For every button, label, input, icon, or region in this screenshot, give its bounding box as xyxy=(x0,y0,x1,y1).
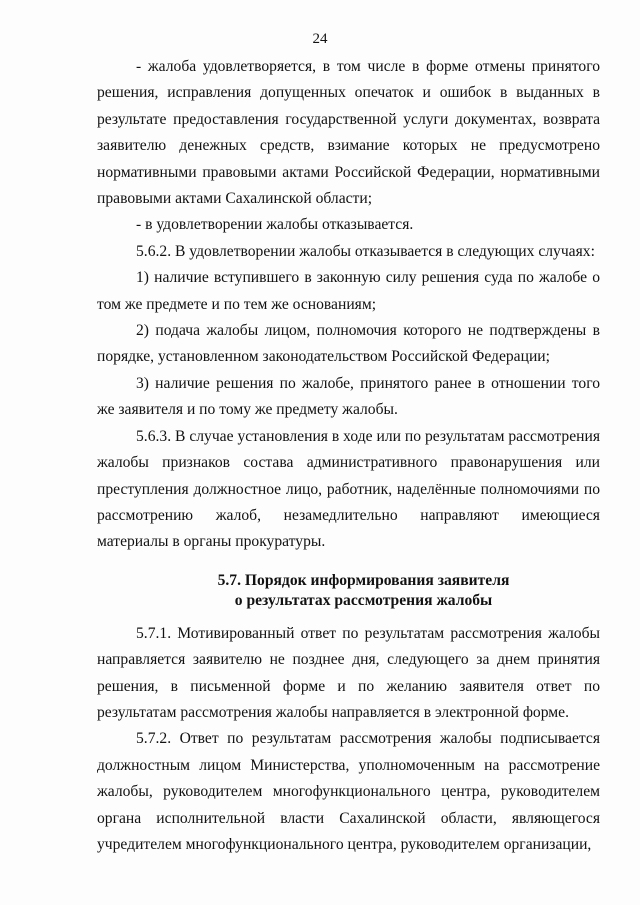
paragraph-5-6-2-item-2: 2) подача жалобы лицом, полномочия которого не подтверждены в порядке, установленном законодательством Российской Федерации; xyxy=(97,322,600,366)
page-number: 24 xyxy=(312,31,328,47)
section-heading-line-2: о результатах рассмотрения жалобы xyxy=(234,591,493,609)
paragraph-5-7-2: 5.7.2. Ответ по результатам рассмотрения жалобы подписывается должностным лицом Министерства, уполномоченным на рассмотрение жалобы, руководителем многофункционального центра, руководителем органа исполнительной власти Сахалинской области, являющегося учредителем многофункционального центра, руководителем организации, xyxy=(97,730,600,853)
document-body xyxy=(97,54,600,858)
paragraph-5-7-1: 5.7.1. Мотивированный ответ по результатам рассмотрения жалобы направляется заявителю не позднее дня, следующего за днем принятия решения, в письменной форме и по желанию заявителя ответ по результатам рассмотрения жалобы направляется в электронной форме. xyxy=(97,624,600,721)
section-heading-5-7 xyxy=(97,571,600,611)
paragraph-complaint-refused: - в удовлетворении жалобы отказывается. xyxy=(136,216,414,234)
paragraph-complaint-satisfied: - жалоба удовлетворяется, в том числе в форме отмены принятого решения, исправления допущенных опечаток и ошибок в выданных в результате предоставления государственной услуги документах, возврата заявителю денежных средств, взимание которых не предусмотрено нормативными правовыми актами Российской Федерации, нормативными правовыми актами Сахалинской области; xyxy=(97,58,600,208)
paragraph-5-6-2-item-1: 1) наличие вступившего в законную силу решения суда по жалобе о том же предмете и по тем же основаниям; xyxy=(97,269,600,313)
paragraph-5-6-3: 5.6.3. В случае установления в ходе или по результатам рассмотрения жалобы признаков состава административного правонарушения или преступления должностное лицо, работник, наделённые полномочиями по рассмотрению жалоб, незамедлительно направляют имеющиеся материалы в органы прокуратуры. xyxy=(97,427,600,551)
section-heading-line-1: 5.7. Порядок информирования заявителя xyxy=(217,571,510,589)
paragraph-5-6-2-item-3: 3) наличие решения по жалобе, принятого ранее в отношении того же заявителя и по тому же предмету жалобы. xyxy=(97,374,600,419)
paragraph-5-6-2: 5.6.2. В удовлетворении жалобы отказывается в следующих случаях: xyxy=(136,242,595,260)
